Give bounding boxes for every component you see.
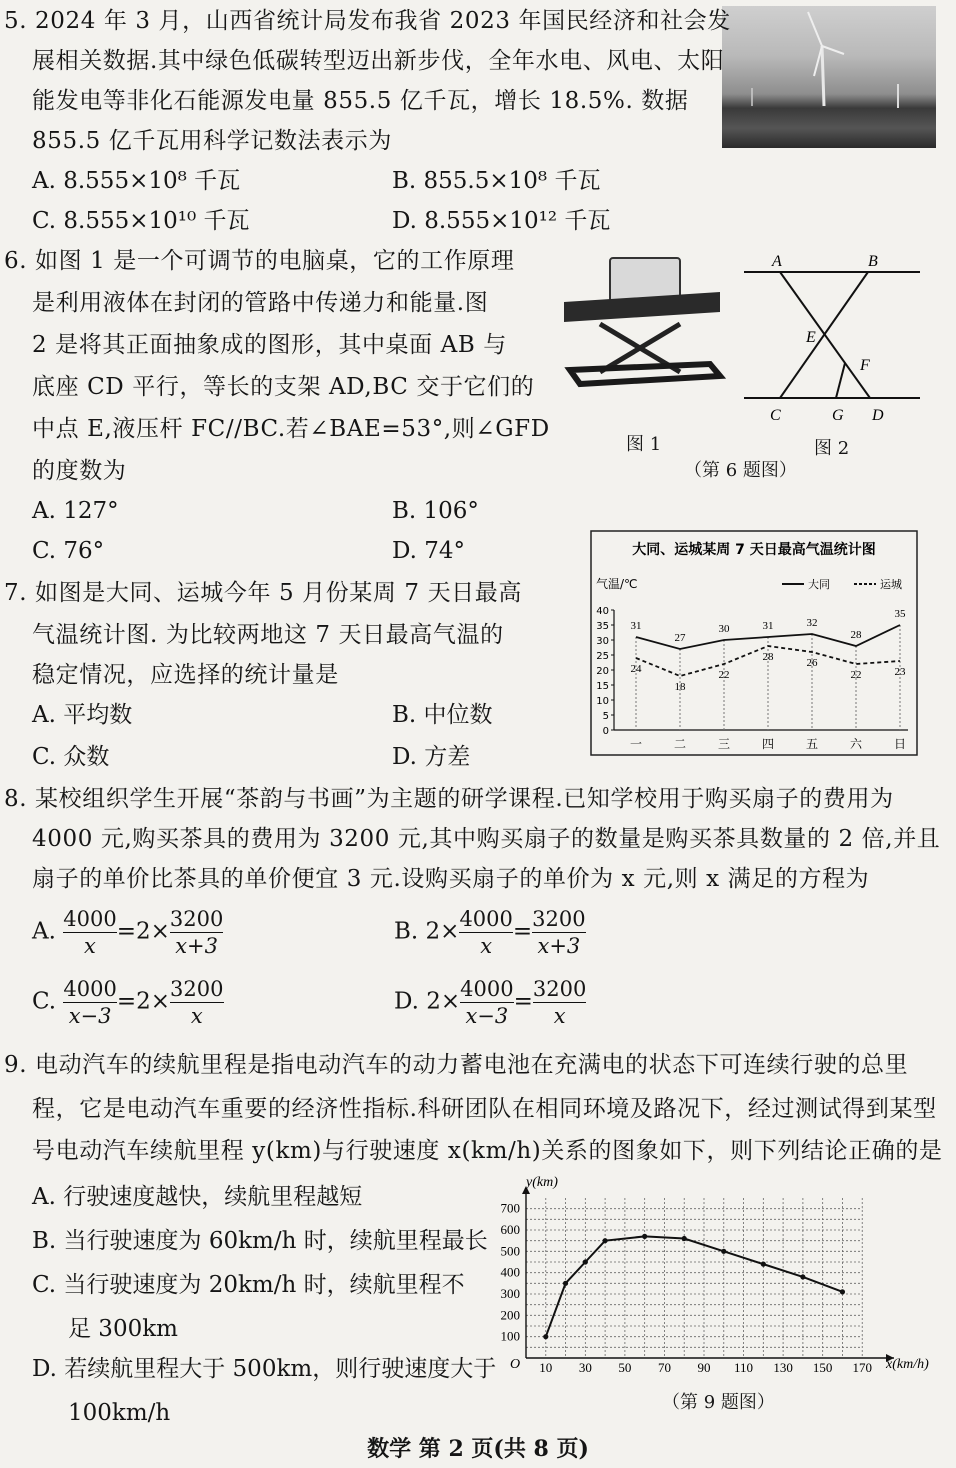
q9-option-d[interactable]: D. 若续航里程大于 500km，则行驶速度大于 (32, 1356, 497, 1382)
option-label: D. (394, 988, 419, 1015)
fraction: $\frac{3200}{x+3}$ (532, 907, 586, 958)
page-footer: 数学 第 2 页(共 8 页) (367, 1436, 589, 1462)
y-tick-label: 10 (596, 696, 609, 707)
y-tick-label: 200 (500, 1307, 520, 1323)
q9-option-c[interactable]: C. 当行驶速度为 20km/h 时，续航里程不 (32, 1272, 465, 1298)
range-chart-origin: O (510, 1357, 521, 1372)
y-tick-label: 500 (500, 1243, 520, 1259)
option-label: C. (32, 988, 57, 1015)
data-point (800, 1274, 805, 1279)
data-point (840, 1289, 845, 1294)
data-point (603, 1238, 608, 1243)
q9-figure-caption: （第 9 题图） (662, 1392, 775, 1413)
q8-option-c[interactable]: C. $\frac{4000}{x-3}$ =2× $\frac{3200}{x}$ (32, 977, 224, 1028)
data-label: 30 (718, 623, 730, 635)
q6-line-6: 的度数为 (32, 458, 127, 484)
y-tick-label: 20 (596, 666, 609, 677)
q6-line-3: 2 是将其正面抽象成的图形，其中桌面 AB 与 (32, 332, 507, 358)
q5-line-4: 855.5 亿千瓦用科学记数法表示为 (32, 128, 392, 154)
q5-line-3: 能发电等非化石能源发电量 855.5 亿千瓦，增长 18.5%. 数据 (32, 88, 689, 114)
q7-option-c[interactable]: C. 众数 (32, 744, 110, 770)
fraction: $\frac{3200}{x}$ (532, 977, 587, 1028)
x-tick-label: 六 (849, 737, 863, 751)
point-label-f: F (860, 357, 870, 374)
q5-line-2: 展相关数据.其中绿色低碳转型迈出新步伐，全年水电、风电、太阳 (32, 48, 725, 74)
point-label-a: A (772, 253, 782, 270)
x-tick-label: 五 (805, 737, 819, 751)
geometry-figure-2 (740, 250, 925, 430)
q6-line-1: 6. 如图 1 是一个可调节的电脑桌，它的工作原理 (4, 248, 515, 274)
data-label: 27 (674, 632, 686, 644)
q9-line-1: 9. 电动汽车的续航里程是指电动汽车的动力蓄电池在充满电的状态下可连续行驶的总里 (4, 1052, 909, 1078)
data-point (563, 1281, 568, 1286)
data-label: 28 (850, 629, 862, 641)
point-label-d: D (872, 407, 884, 424)
temperature-chart (590, 530, 918, 756)
y-tick-label: 5 (602, 711, 609, 722)
q7-option-d[interactable]: D. 方差 (392, 744, 471, 770)
q9-option-d-cont: 100km/h (68, 1400, 171, 1426)
data-label: 28 (762, 651, 774, 663)
point-label-b: B (868, 253, 878, 270)
data-label: 31 (762, 620, 774, 632)
q6-option-c[interactable]: C. 76° (32, 538, 105, 564)
y-tick-label: 100 (500, 1328, 520, 1344)
q6-figure-caption: （第 6 题图） (684, 460, 797, 481)
q7-line-2: 气温统计图. 为比较两地这 7 天日最高气温的 (32, 622, 504, 648)
q7-line-1: 7. 如图是大同、运城今年 5 月份某周 7 天日最高 (4, 580, 522, 606)
x-tick-label: 10 (539, 1360, 553, 1375)
option-label: A. (32, 918, 56, 945)
q9-option-c-cont: 足 300km (68, 1316, 178, 1342)
q6-line-5: 中点 E,液压杆 FC//BC.若∠BAE=53°,则∠GFD (32, 416, 550, 442)
computer-desk-figure (560, 252, 730, 412)
data-point (721, 1249, 726, 1254)
data-point (761, 1262, 766, 1267)
q5-line-1: 5. 2024 年 3 月，山西省统计局发布我省 2023 年国民经济和社会发 (4, 8, 731, 34)
range-chart-ylabel: y(km) (526, 1175, 558, 1190)
x-tick-label: 一 (629, 737, 643, 751)
data-point (543, 1334, 548, 1339)
fraction: $\frac{4000}{x-3}$ (460, 977, 514, 1028)
x-tick-label: 110 (734, 1360, 754, 1375)
y-tick-label: 25 (596, 651, 609, 662)
range-speed-chart (486, 1170, 952, 1376)
x-tick-label: 150 (812, 1360, 833, 1375)
q6-line-4: 底座 CD 平行，等长的支架 AD,BC 交于它们的 (32, 374, 535, 400)
y-tick-label: 15 (596, 681, 609, 692)
legend-label-yuncheng: 运城 (880, 578, 902, 591)
data-label: 23 (894, 666, 906, 678)
q5-option-c[interactable]: C. 8.555×10¹⁰ 千瓦 (32, 208, 250, 234)
data-label: 24 (630, 663, 642, 675)
q8-option-d[interactable]: D. 2× $\frac{4000}{x-3}$ = $\frac{3200}{x}$ (394, 977, 587, 1028)
q6-fig1-caption: 图 1 (626, 434, 662, 455)
data-label: 31 (630, 620, 642, 632)
fraction: $\frac{3200}{x}$ (170, 977, 224, 1028)
x-tick-label: 50 (618, 1360, 632, 1375)
q6-line-2: 是利用液体在封闭的管路中传递力和能量.图 (32, 290, 489, 316)
x-tick-label: 三 (717, 737, 731, 751)
point-label-e: E (806, 329, 816, 346)
y-tick-label: 600 (500, 1222, 520, 1237)
temperature-chart-title: 大同、运城某周 7 天日最高气温统计图 (632, 542, 876, 558)
q6-fig2-caption: 图 2 (814, 438, 850, 459)
wind-turbine-image (722, 6, 936, 148)
q7-option-b[interactable]: B. 中位数 (392, 702, 493, 728)
q7-option-a[interactable]: A. 平均数 (32, 702, 133, 728)
data-label: 18 (674, 681, 686, 693)
x-tick-label: 70 (657, 1360, 671, 1375)
data-label: 22 (850, 669, 862, 681)
q8-option-a[interactable]: A. $\frac{4000}{x}$ =2× $\frac{3200}{x+3}$ (32, 907, 224, 958)
option-label: B. (394, 918, 419, 945)
q5-option-b[interactable]: B. 855.5×10⁸ 千瓦 (392, 168, 601, 194)
data-point (583, 1259, 588, 1264)
y-tick-label: 40 (596, 606, 609, 617)
point-label-c: C (770, 407, 781, 424)
x-tick-label: 170 (852, 1360, 872, 1375)
y-tick-label: 30 (596, 636, 609, 647)
data-point (642, 1234, 647, 1239)
q9-option-b[interactable]: B. 当行驶速度为 60km/h 时，续航里程最长 (32, 1228, 488, 1254)
data-point (682, 1236, 687, 1241)
y-tick-label: 300 (500, 1286, 520, 1301)
y-tick-label: 400 (500, 1264, 520, 1280)
x-tick-label: 130 (773, 1360, 793, 1375)
q9-option-a[interactable]: A. 行驶速度越快，续航里程越短 (32, 1184, 363, 1210)
q6-option-d[interactable]: D. 74° (392, 538, 466, 564)
x-tick-label: 90 (697, 1360, 711, 1375)
legend-label-datong: 大同 (808, 578, 830, 591)
y-tick-label: 0 (602, 726, 609, 737)
fraction: $\frac{3200}{x+3}$ (169, 907, 224, 958)
range-chart-xlabel: x(km/h) (886, 1357, 929, 1372)
q8-line-1: 8. 某校组织学生开展“茶韵与书画”为主题的研学课程.已知学校用于购买扇子的费用为 (4, 786, 894, 812)
q8-line-2: 4000 元,购买茶具的费用为 3200 元,其中购买扇子的数量是购买茶具数量的 2 倍,并且 (32, 826, 941, 852)
q9-line-2: 程，它是电动汽车重要的经济性指标.科研团队在相同环境及路况下，经过测试得到某型 (32, 1096, 937, 1122)
fraction: $\frac{4000}{x}$ (63, 907, 117, 958)
point-label-g: G (832, 407, 844, 424)
x-tick-label: 二 (673, 737, 687, 751)
data-label: 32 (806, 617, 818, 629)
y-tick-label: 700 (500, 1200, 520, 1216)
q6-option-a[interactable]: A. 127° (32, 498, 119, 524)
data-label: 35 (894, 608, 906, 620)
q7-line-3: 稳定情况，应选择的统计量是 (32, 662, 339, 688)
data-label: 26 (806, 657, 818, 669)
q8-option-b[interactable]: B. 2× $\frac{4000}{x}$ = $\frac{3200}{x+3}$ (394, 907, 586, 958)
y-tick-label: 35 (596, 621, 609, 632)
x-tick-label: 30 (578, 1360, 592, 1375)
fraction: $\frac{4000}{x}$ (459, 907, 513, 958)
x-tick-label: 日 (893, 737, 907, 751)
q9-line-3: 号电动汽车续航里程 y(km)与行驶速度 x(km/h)关系的图象如下，则下列结论正确的是 (32, 1138, 943, 1164)
q5-option-a[interactable]: A. 8.555×10⁸ 千瓦 (32, 168, 241, 194)
x-tick-label: 四 (761, 737, 775, 751)
temperature-chart-ylabel: 气温/℃ (596, 577, 638, 591)
q6-option-b[interactable]: B. 106° (392, 498, 479, 524)
q5-photo (722, 6, 936, 148)
data-label: 22 (718, 669, 730, 681)
fraction: $\frac{4000}{x-3}$ (63, 977, 117, 1028)
q5-option-d[interactable]: D. 8.555×10¹² 千瓦 (392, 208, 611, 234)
q8-line-3: 扇子的单价比茶具的单价便宜 3 元.设购买扇子的单价为 x 元,则 x 满足的方程为 (32, 866, 870, 892)
